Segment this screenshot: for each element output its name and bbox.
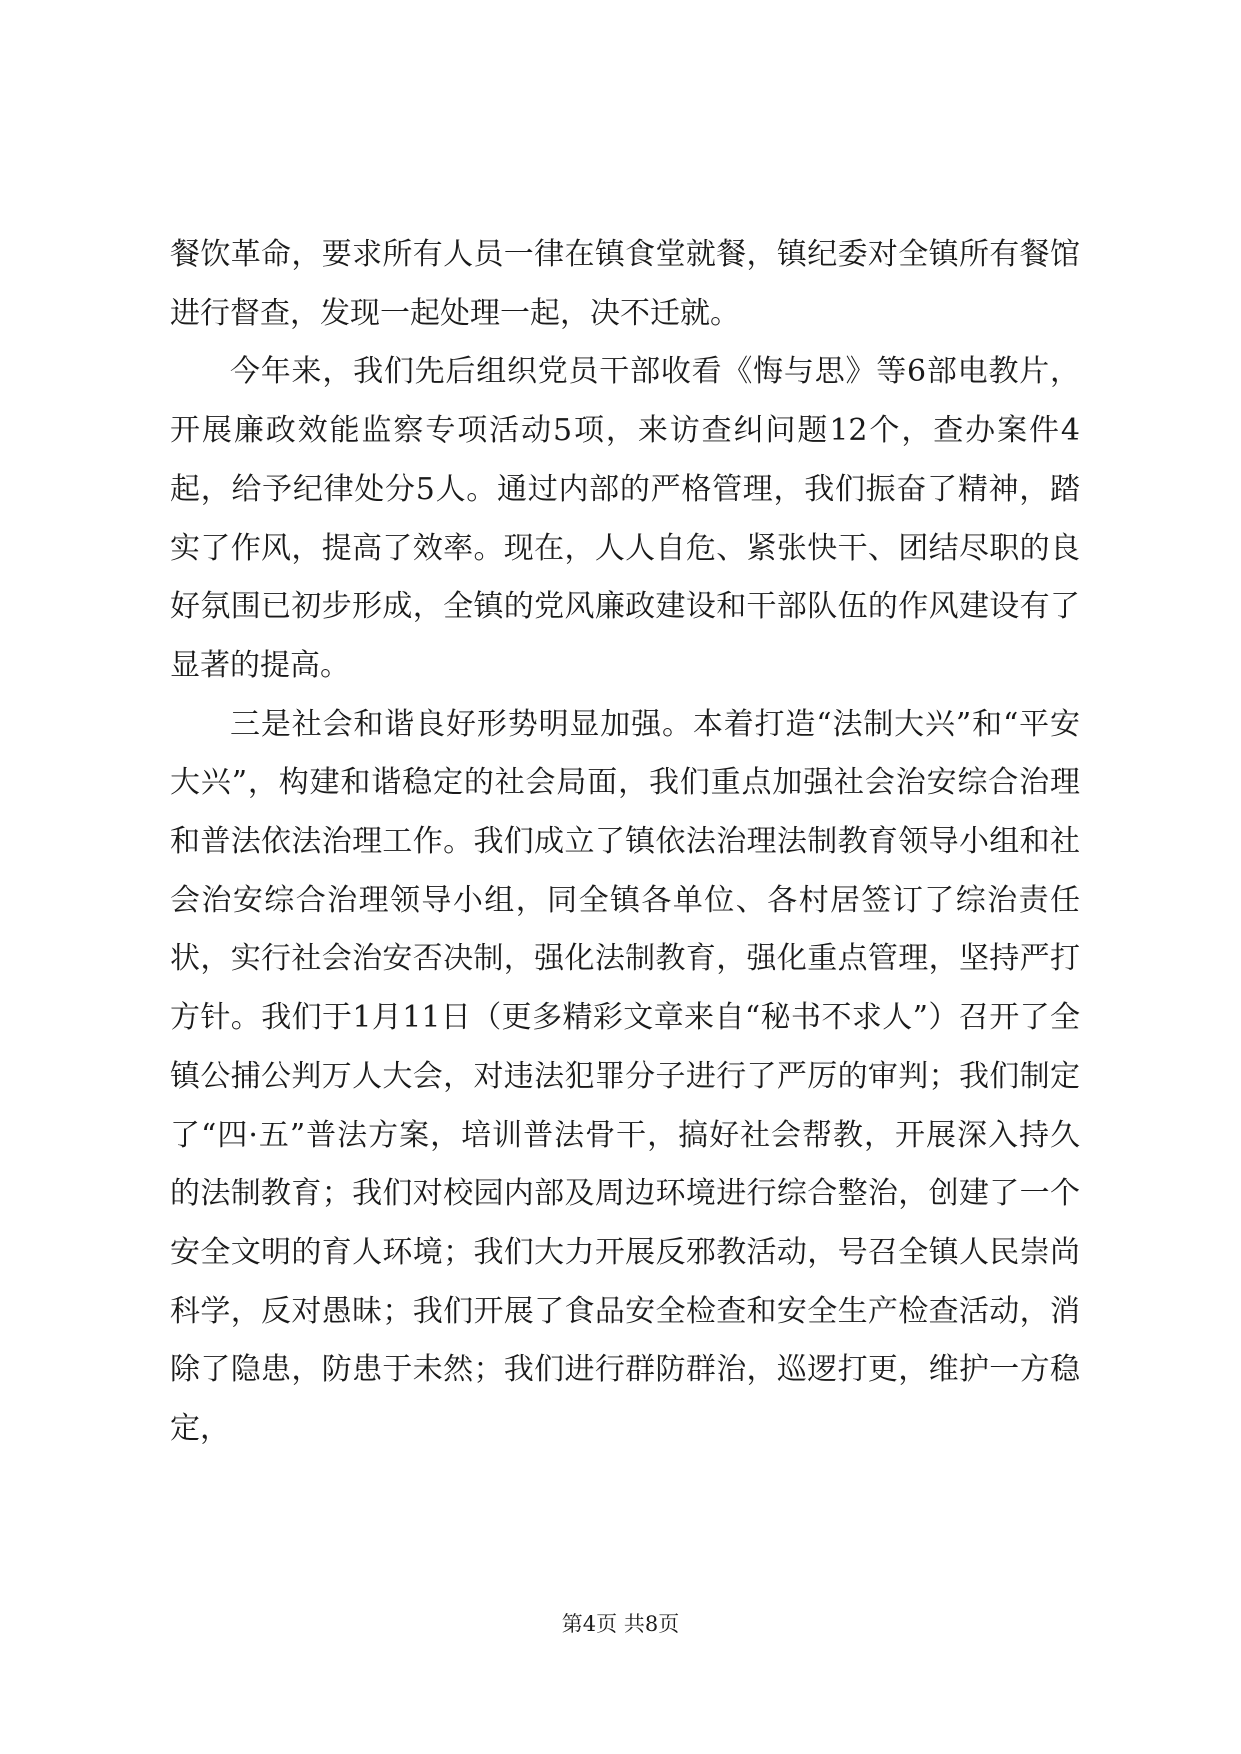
document-body [170,226,1080,1459]
paragraph-3: 三是社会和谐良好形势明显加强。本着打造“法制大兴”和“平安大兴”，构建和谐稳定的社会局面，我们重点加强社会治安综合治理和普法依法治理工作。我们成立了镇依法治理法制教育领导小组和社会治安综合治理领导小组，同全镇各单位、各村居签订了综治责任状，实行社会治安否决制，强化法制教育，强化重点管理，坚持严打方针。我们于1月11日（更多精彩文章来自“秘书不求人”）召开了全镇公捕公判万人大会，对违法犯罪分子进行了严厉的审判；我们制定了“四·五”普法方案，培训普法骨干，搞好社会帮教，开展深入持久的法制教育；我们对校园内部及周边环境进行综合整治，创建了一个安全文明的育人环境；我们大力开展反邪教活动，号召全镇人民崇尚科学，反对愚昧；我们开展了食品安全检查和安全生产检查活动，消除了隐患，防患于未然；我们进行群防群治，巡逻打更，维护一方稳定， [170,706,1080,1447]
paragraph-2: 今年来，我们先后组织党员干部收看《悔与思》等6部电教片，开展廉政效能监察专项活动5项，来访查纠问题12个，查办案件4起，给予纪律处分5人。通过内部的严格管理，我们振奋了精神，踏实了作风，提高了效率。现在，人人自危、紧张快干、团结尽职的良好氛围已初步形成，全镇的党风廉政建设和干部队伍的作风建设有了显著的提高。 [170,354,1080,683]
page-number-footer: 第4页 共8页 [561,1612,680,1636]
paragraph-1: 餐饮革命，要求所有人员一律在镇食堂就餐，镇纪委对全镇所有餐馆进行督查，发现一起处理一起，决不迁就。 [170,237,1080,331]
